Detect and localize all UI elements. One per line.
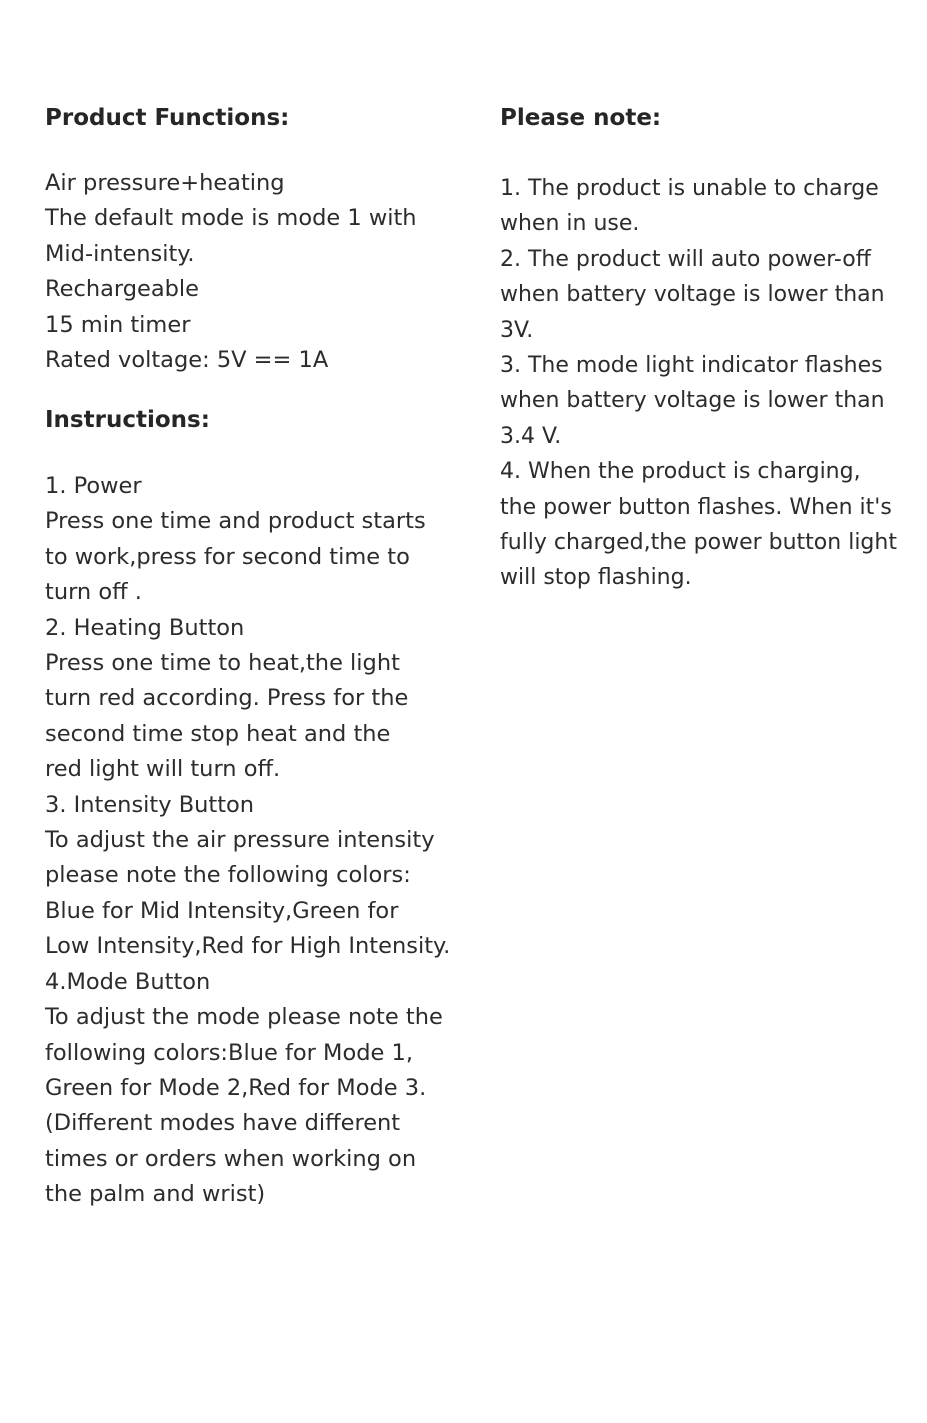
text-line: fully charged,the power button light (500, 530, 897, 556)
text-line: turn off . (45, 579, 142, 606)
text-line: Blue for Mid Intensity,Green for (45, 897, 399, 924)
text-line: will stop flashing. (500, 565, 692, 591)
text-line: red light will turn off. (45, 756, 281, 783)
please-note-heading: Please note: (500, 105, 662, 131)
text-line: 1. Power (45, 473, 142, 499)
text-line: 2. The product will auto power-off (500, 246, 871, 272)
text-line: 1. The product is unable to charge (500, 176, 879, 201)
text-line: The default mode is mode 1 with (45, 205, 417, 232)
text-line: when battery voltage is lower than (500, 282, 885, 308)
text-line: following colors:Blue for Mode 1, (45, 1039, 413, 1066)
text-line: 3. The mode light indicator flashes (500, 353, 883, 379)
product-functions-heading: Product Functions: (45, 105, 290, 131)
text-line: Green for Mode 2,Red for Mode 3. (45, 1074, 427, 1101)
text-line: Press one time and product starts (45, 508, 426, 535)
text-line: 4. When the product is charging, (500, 459, 861, 485)
text-line: Mid-intensity. (45, 240, 195, 267)
text-line: when in use. (500, 211, 640, 237)
please-note-list (500, 171, 897, 596)
text-line: Rated voltage: 5V == 1A (45, 347, 329, 374)
text-line: the palm and wrist) (45, 1181, 266, 1208)
text-line: 2. Heating Button (45, 614, 245, 641)
instructions-heading: Instructions: (45, 407, 210, 433)
text-line: 3. Intensity Button (45, 791, 255, 818)
text-line: Air pressure+heating (45, 170, 285, 196)
text-line: to work,press for second time to (45, 543, 410, 570)
text-line: To adjust the mode please note the (45, 1004, 443, 1031)
text-line: Low Intensity,Red for High Intensity. (45, 933, 451, 960)
text-line: please note the following colors: (45, 862, 411, 889)
product-functions-list (45, 166, 417, 378)
text-line: To adjust the air pressure intensity (45, 827, 435, 854)
text-line: 15 min timer (45, 311, 191, 338)
text-line: Press one time to heat,the light (45, 650, 400, 677)
text-line: turn red according. Press for the (45, 685, 409, 712)
text-line: 3.4 V. (500, 423, 562, 449)
text-line: second time stop heat and the (45, 720, 391, 747)
text-line: 3V. (500, 317, 534, 343)
text-line: times or orders when working on (45, 1145, 417, 1172)
text-line: when battery voltage is lower than (500, 388, 885, 414)
text-line: (Different modes have different (45, 1110, 401, 1137)
instructions-list (45, 469, 450, 1213)
text-line: the power button flashes. When it's (500, 494, 892, 520)
text-line: Rechargeable (45, 276, 200, 303)
text-line: 4.Mode Button (45, 968, 211, 995)
